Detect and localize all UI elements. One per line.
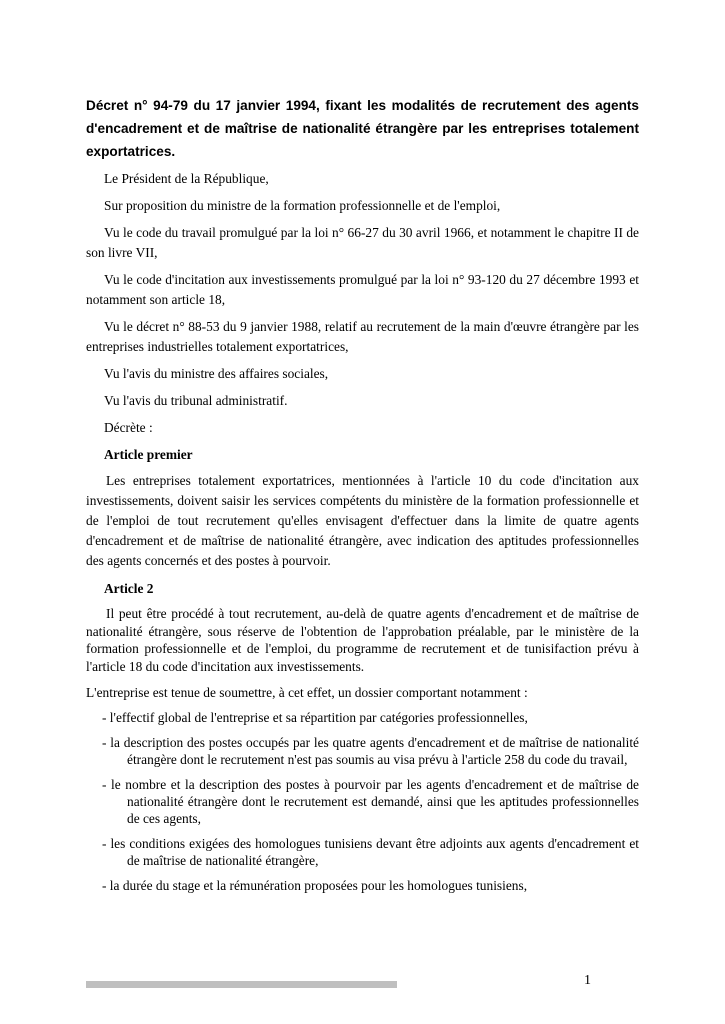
preamble-line: Sur proposition du ministre de la formation professionnelle et de l'emploi, — [104, 198, 501, 213]
list-item: - la description des postes occupés par les quatre agents d'encadrement et de maîtrise de nationalité étrangère dont le recrutement n'est pas soumis au visa prévu à l'article 258 du code du travail, — [102, 735, 639, 767]
decree-title: Décret n° 94-79 du 17 janvier 1994, fixant les modalités de recrutement des agents d'encadrement et de maîtrise de nationalité étrangère par les entreprises totalement exportatrices. — [86, 98, 639, 159]
list-item: - l'effectif global de l'entreprise et sa répartition par catégories professionnelles, — [102, 710, 528, 725]
document-body — [86, 94, 639, 902]
page-number: 1 — [584, 973, 591, 988]
article-2-list-intro: L'entreprise est tenue de soumettre, à cet effet, un dossier comportant notamment : — [86, 685, 528, 700]
article-1-text: Les entreprises totalement exportatrices, mentionnées à l'article 10 du code d'incitation aux investissements, doivent saisir les services compétents du ministère de la formation professionnelle et de l'emploi de tout recrutement qu'elles envisagent d'effectuer dans la limite de quatre agents d'encadrement et de maîtrise de nationalité étrangère, avec indication des aptitudes professionnelles des agents concernés et des postes à pourvoir. — [86, 473, 639, 568]
article-2-heading: Article 2 — [104, 581, 154, 596]
article-2-text: Il peut être procédé à tout recrutement, au-delà de quatre agents d'encadrement et de maîtrise de nationalité étrangère, sous réserve de l'obtention de l'approbation préalable, par le ministère de la formation professionnelle et de l'emploi, du programme de recrutement et de tunisifaction prévu à l'article 18 du code d'incitation aux investissements. — [86, 606, 639, 674]
preamble-line: Vu le décret n° 88-53 du 9 janvier 1988, relatif au recrutement de la main d'œuvre étrangère par les entreprises industrielles totalement exportatrices, — [86, 319, 639, 354]
preamble-line: Le Président de la République, — [104, 171, 269, 186]
list-item: - les conditions exigées des homologues tunisiens devant être adjoints aux agents d'encadrement et de maîtrise de nationalité étrangère, — [102, 836, 639, 868]
preamble-line: Vu l'avis du tribunal administratif. — [104, 393, 288, 408]
footer-divider — [86, 981, 397, 988]
preamble-line: Vu le code d'incitation aux investissements promulgué par la loi n° 93-120 du 27 décembre 1993 et notamment son article 18, — [86, 272, 639, 307]
preamble-line: Vu le code du travail promulgué par la loi n° 66-27 du 30 avril 1966, et notamment le chapitre II de son livre VII, — [86, 225, 639, 260]
list-item: - la durée du stage et la rémunération proposées pour les homologues tunisiens, — [102, 878, 528, 893]
preamble-line: Décrète : — [104, 420, 153, 435]
preamble-line: Vu l'avis du ministre des affaires sociales, — [104, 366, 329, 381]
article-1-heading: Article premier — [104, 447, 193, 462]
list-item: - le nombre et la description des postes à pourvoir par les agents d'encadrement et de maîtrise de nationalité étrangère dont le recrutement est demandé, ainsi que les aptitudes professionnelles de ces agents, — [102, 777, 639, 826]
